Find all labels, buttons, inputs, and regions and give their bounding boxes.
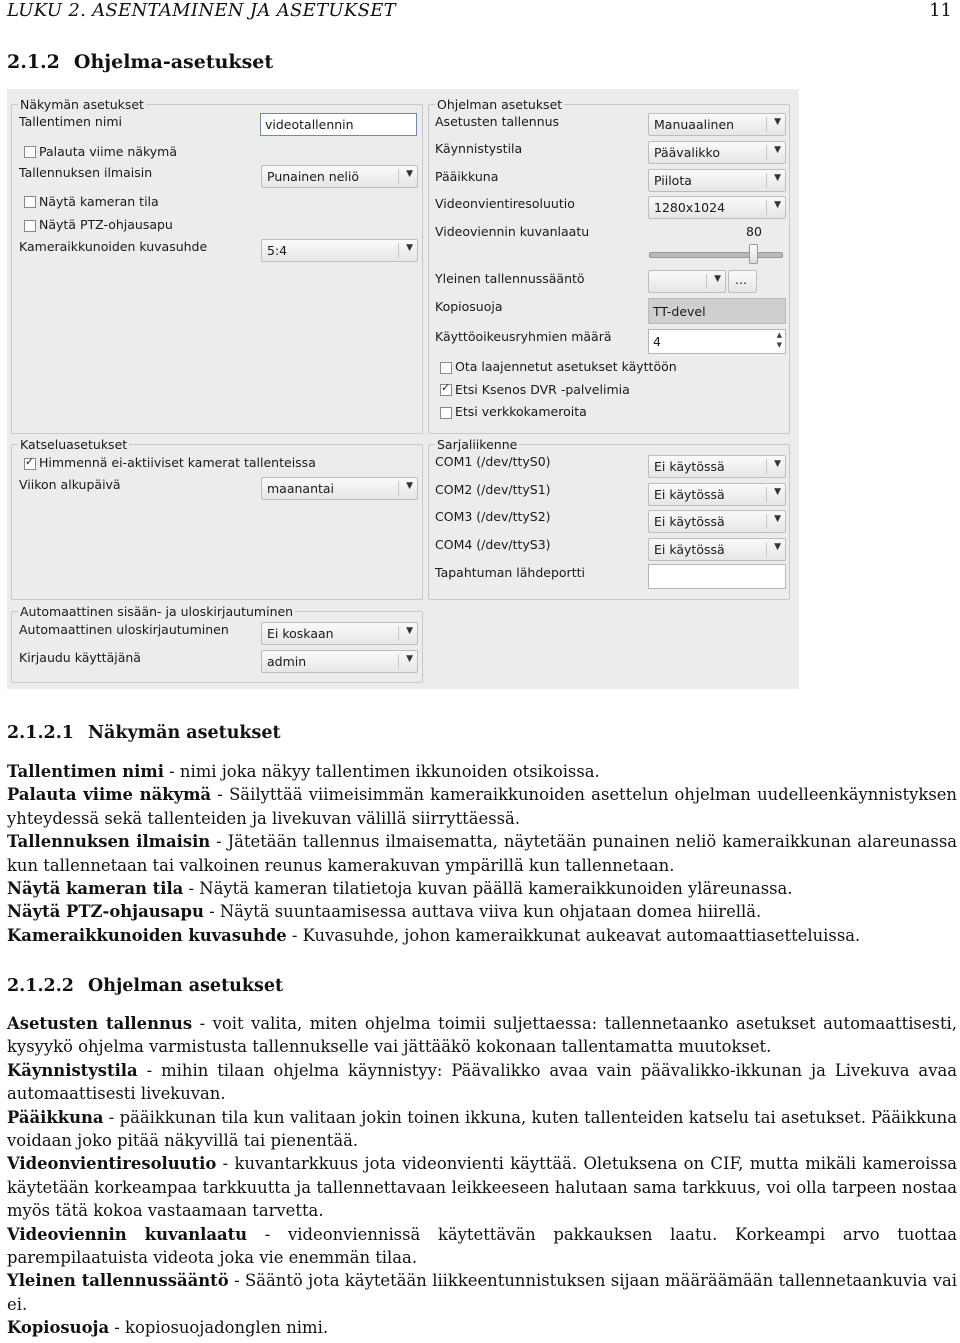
term: Kopiosuoja [7, 1318, 110, 1338]
search-cameras-checkbox[interactable] [440, 407, 452, 419]
term: Yleinen tallennussääntö [7, 1271, 229, 1291]
definition: - videonviennissä käytettävän pakkauksen laatu. Korkeampi arvo tuottaa parempilaatuista videota joka vie enemmän tilaa. [7, 1224, 957, 1268]
group-title: Sarjaliikenne [437, 437, 518, 452]
group-title: Näkymän asetukset [20, 97, 144, 112]
definition: - Jätetään tallennus ilmaisematta, näytetään punainen neliö kameraikkunan alareunassa kun tallennetaan tai valkoinen reunus kamerakuvan ympärillä kun tallennetaan. [7, 832, 957, 875]
definition: - Näytä suuntaamisessa auttava viiva kun ohjataan domea hiirellä. [203, 902, 762, 922]
show-camera-state-label: Näytä kameran tila [39, 194, 159, 209]
term: Näytä kameran tila [7, 879, 184, 899]
description-item [7, 760, 957, 783]
chevron-down-icon: ▼ [774, 459, 781, 469]
term: Käynnistystila [7, 1060, 138, 1080]
search-dvr-checkbox[interactable] [440, 384, 452, 396]
event-port-input[interactable] [648, 564, 786, 589]
term: Tallentimen nimi [7, 762, 164, 781]
show-ptz-checkbox[interactable] [24, 220, 36, 232]
definition: - voit valita, miten ohjelma toimii suljettaessa: tallennetaanko asetukset automaattisesti, kysyykö ohjelma varmistusta tallennukselle vai jättääkö kokonaan tallentamatta muutokset. [7, 1014, 957, 1057]
subsection-title: Näkymän asetukset [87, 723, 281, 743]
definition: - Säilyttää viimeisimmän kameraikkunoiden asettelun ohjelman uudelleenkäynnistyksen yhteydessä sekä tallenteiden ja livekuvan välillä siirryttäessä. [7, 785, 957, 828]
dim-inactive-checkbox[interactable] [24, 458, 36, 470]
description-item [7, 1059, 957, 1106]
section-title: Ohjelma-asetukset [73, 51, 274, 73]
view-settings-descriptions [7, 760, 957, 947]
export-resolution-label: Videonvientiresoluutio [435, 196, 575, 211]
subsection-heading [7, 976, 283, 996]
aspect-select[interactable]: 5:4 ▼ [261, 239, 418, 262]
serial-port-label: COM3 (/dev/ttyS2) [435, 509, 551, 524]
export-quality-label: Videoviennin kuvanlaatu [435, 224, 590, 239]
group-title: Ohjelman asetukset [437, 97, 563, 112]
term: Videoviennin kuvanlaatu [7, 1224, 248, 1244]
term: Asetusten tallennus [7, 1014, 193, 1033]
save-settings-label: Asetusten tallennus [435, 114, 560, 129]
subsection-title: Ohjelman asetukset [87, 976, 284, 996]
definition: - Näytä kameran tilatietoja kuvan päällä kameraikkunoiden yläreunassa. [183, 879, 793, 899]
dim-inactive-label: Himmennä ei-aktiiviset kamerat tallenteissa [39, 455, 316, 470]
aspect-label: Kameraikkunoiden kuvasuhde [19, 239, 208, 254]
startup-label: Käynnistystila [435, 141, 523, 156]
save-settings-select[interactable]: Manuaalinen ▼ [648, 113, 786, 136]
page-number: 11 [929, 0, 952, 21]
serial-port-select[interactable]: Ei käytössä ▼ [648, 455, 786, 478]
export-quality-slider[interactable] [649, 252, 783, 258]
chevron-down-icon: ▼ [774, 117, 781, 127]
chevron-down-icon: ▼ [406, 626, 413, 636]
restore-view-label: Palauta viime näkymä [39, 144, 178, 159]
search-dvr-label: Etsi Ksenos DVR -palvelimia [455, 382, 630, 397]
general-rule-browse-button[interactable]: ... [728, 270, 757, 293]
recorder-name-label: Tallentimen nimi [19, 114, 122, 129]
recording-indicator-select[interactable]: Punainen neliö ▼ [261, 165, 418, 188]
advanced-settings-label: Ota laajennetut asetukset käyttöön [455, 359, 677, 374]
serial-port-select[interactable]: Ei käytössä ▼ [648, 483, 786, 506]
auto-logout-label: Automaattinen uloskirjautuminen [19, 622, 229, 637]
chevron-down-icon: ▼ [406, 654, 413, 664]
definition: - pääikkunan tila kun valitaan jokin toinen ikkuna, kuten tallenteiden katselu tai asetukset. Pääikkuna voidaan joko pitää näkyvillä tai pienentää. [7, 1107, 957, 1151]
settings-screenshot [7, 89, 799, 689]
auto-logout-select[interactable]: Ei koskaan ▼ [261, 622, 418, 645]
general-rule-select[interactable] [648, 270, 726, 293]
main-window-label: Pääikkuna [435, 169, 499, 184]
export-resolution-select[interactable]: 1280x1024 ▼ [648, 196, 786, 219]
definition: - mihin tilaan ohjelma käynnistyy: Päävalikko avaa vain päävalikko-ikkunan ja Livekuva avaa automaattisesti livekuvan. [7, 1060, 957, 1104]
recording-indicator-label: Tallennuksen ilmaisin [19, 165, 153, 180]
term: Tallennuksen ilmaisin [7, 832, 211, 852]
show-ptz-label: Näytä PTZ-ohjausapu [39, 217, 173, 232]
definition: - Kuvasuhde, johon kameraikkunat aukeavat automaattiasetteluissa. [286, 925, 861, 945]
groups-count-spinner[interactable]: 4 ▲ ▼ [648, 329, 786, 354]
serial-port-select[interactable]: Ei käytössä ▼ [648, 510, 786, 533]
restore-view-checkbox[interactable] [24, 146, 36, 158]
definition: - Sääntö jota käytetään liikkeentunnistuksen sijaan määräämään tallennetaankuvia vai ei. [7, 1271, 957, 1314]
definition: - kopiosuojadonglen nimi. [109, 1318, 329, 1338]
description-item [7, 1012, 957, 1059]
program-settings-descriptions [7, 1012, 957, 1340]
chevron-down-icon: ▼ [774, 487, 781, 497]
section-number: 2.1.2 [7, 51, 60, 73]
chevron-down-icon: ▼ [714, 274, 721, 284]
running-header: LUKU 2. ASENTAMINEN JA ASETUKSET [7, 0, 396, 21]
group-title: Automaattinen sisään- ja uloskirjautuminen [20, 604, 294, 619]
chevron-down-icon: ▼ [406, 481, 413, 491]
serial-port-label: COM2 (/dev/ttyS1) [435, 482, 551, 497]
term: Palauta viime näkymä [7, 785, 212, 805]
week-start-select[interactable]: maanantai ▼ [261, 477, 418, 500]
chevron-down-icon: ▼ [774, 542, 781, 552]
chevron-down-icon: ▼ [774, 200, 781, 210]
section-heading [7, 51, 273, 73]
login-user-select[interactable]: admin ▼ [261, 650, 418, 673]
general-rule-label: Yleinen tallennussääntö [435, 271, 585, 286]
subsection-heading [7, 723, 281, 743]
serial-port-select[interactable]: Ei käytössä ▼ [648, 538, 786, 561]
export-quality-value: 80 [746, 224, 762, 239]
dongle-field: TT-devel [648, 298, 786, 324]
chevron-down-icon: ▼ [406, 243, 413, 253]
description-item [7, 900, 957, 923]
serial-port-label: COM1 (/dev/ttyS0) [435, 454, 551, 469]
serial-port-label: COM4 (/dev/ttyS3) [435, 537, 551, 552]
description-item [7, 877, 957, 900]
chevron-down-icon: ▼ [774, 145, 781, 155]
description-item [7, 783, 957, 830]
chevron-down-icon: ▼ [406, 169, 413, 179]
term: Näytä PTZ-ohjausapu [7, 902, 204, 922]
event-port-label: Tapahtuman lähdeportti [435, 565, 585, 580]
search-cameras-label: Etsi verkkokameroita [455, 404, 587, 419]
groups-count-label: Käyttöoikeusryhmien määrä [435, 329, 612, 344]
subsection-number: 2.1.2.2 [7, 976, 74, 996]
description-item [7, 830, 957, 877]
show-camera-state-checkbox[interactable] [24, 196, 36, 208]
recorder-name-input[interactable]: videotallennin [260, 113, 417, 136]
chevron-down-icon: ▼ [774, 173, 781, 183]
description-item [7, 1152, 957, 1222]
definition: - kuvantarkkuus jota videonvienti käyttää. Oletuksena on CIF, mutta mikäli kameroissa käytetään korkeampaa tarkkuutta ja tallennettavaan leikkeeseen halutaan sama tarkkuus, voi olla tarpeen nostaa myös tätä kokoa vastaamaan tarvetta. [7, 1154, 957, 1221]
description-item [7, 1223, 957, 1270]
term: Kameraikkunoiden kuvasuhde [7, 925, 287, 945]
advanced-settings-checkbox[interactable] [440, 362, 452, 374]
login-user-label: Kirjaudu käyttäjänä [19, 650, 141, 665]
description-item [7, 1269, 957, 1316]
chevron-down-icon: ▼ [774, 514, 781, 524]
startup-select[interactable]: Päävalikko ▼ [648, 141, 786, 164]
description-item [7, 1106, 957, 1153]
term: Pääikkuna [7, 1107, 104, 1127]
slider-handle[interactable] [749, 244, 758, 264]
description-item [7, 924, 957, 947]
definition: - nimi joka näkyy tallentimen ikkunoiden otsikoissa. [163, 762, 600, 781]
week-start-label: Viikon alkupäivä [19, 477, 121, 492]
spinner-arrows-icon: ▲ ▼ [776, 331, 782, 349]
dongle-label: Kopiosuoja [435, 299, 503, 314]
description-item [7, 1316, 957, 1339]
group-title: Katseluasetukset [20, 437, 128, 452]
term: Videonvientiresoluutio [7, 1154, 217, 1174]
main-window-select[interactable]: Piilota ▼ [648, 169, 786, 192]
subsection-number: 2.1.2.1 [7, 723, 74, 743]
